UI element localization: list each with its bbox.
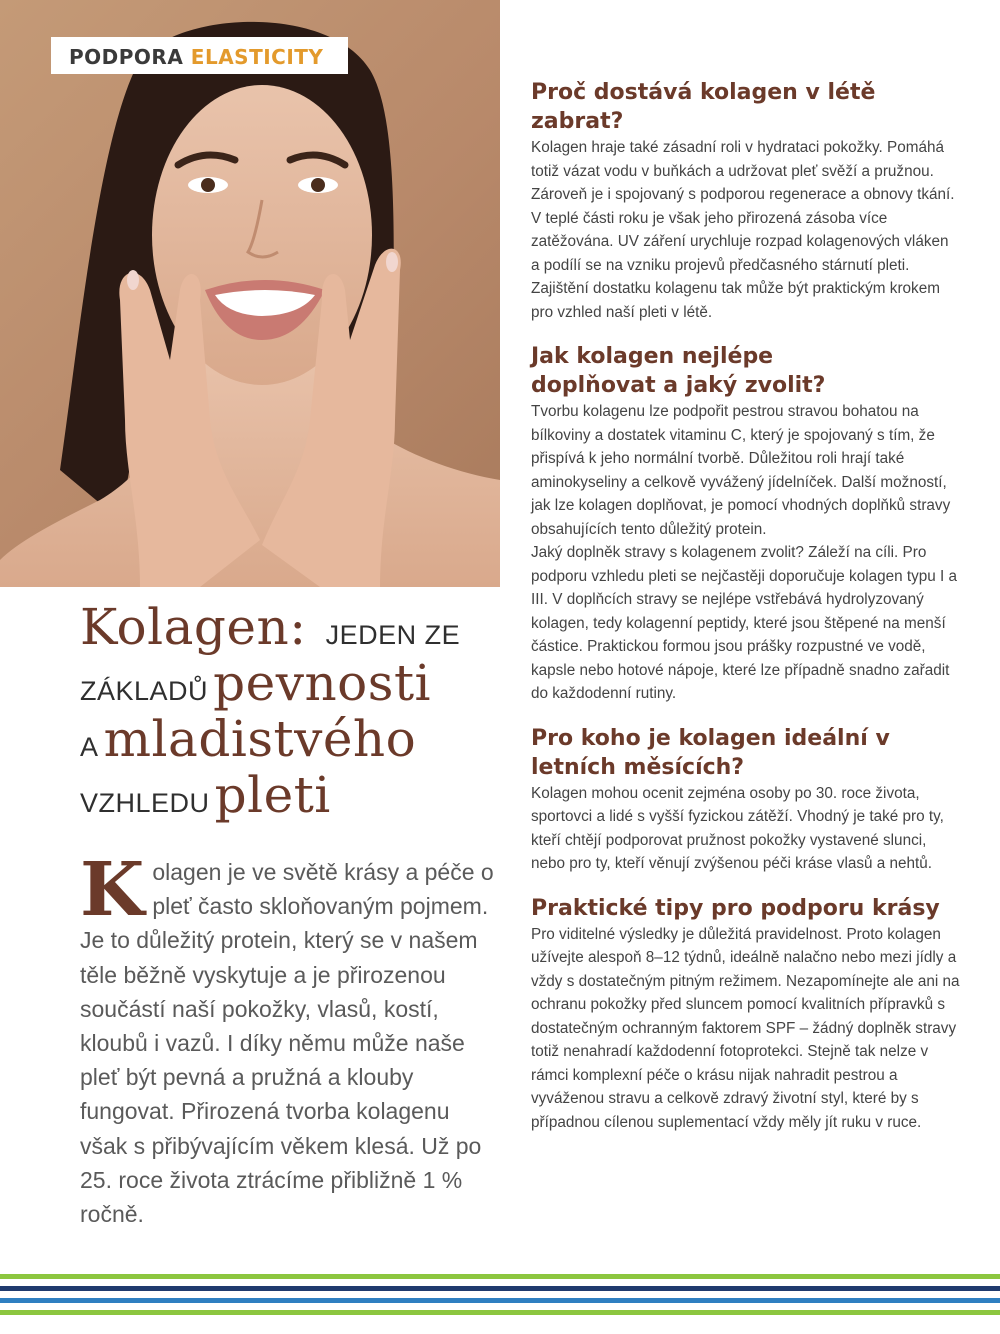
drop-cap: K <box>80 847 145 933</box>
footer-stripes <box>0 1274 1000 1334</box>
headline-word: A <box>80 732 99 762</box>
section-paragraph: Pro viditelné výsledky je důležitá pravidelnost. Proto kolagen užívejte alespoň 8–12 týdnů, ideálně nalačno nebo mezi jídly a vždy s dostatečným pitným režimem. Nezapomínejte ale ani na ochranu pokožky před sluncem pomocí kvalitních přípravků s dostatečným ochranným faktorem SPF – žádný doplněk stravy totiž nenahradí každodenní fotoprotekci. Stejně tak nelze v rámci komplexní péče o krásu nijak nahradit pestrou a vyváženou stravu a celkově zdravý životní styl, které by s případnou cílenou suplementací vždy měly jít ruku v ruce. <box>531 925 960 1131</box>
section-paragraph: Jaký doplněk stravy s kolagenem zvolit? Záleží na cíli. Pro podporu vzhledu pleti se nejčastěji doporučuje kolagen typu I a III. V doplňcích stravy se nejlépe vstřebává hydrolyzovaný kolagen, tedy kolagenní peptidy, které jsou štěpené na menší částice. Praktickou formou jsou prášky rozpustné ve vodě, kapsle nebo hotové nápoje, které lze případně snadno zařadit do každodenní rutiny. <box>531 544 958 702</box>
article-section <box>531 78 961 324</box>
section-title: Pro koho je kolagen ideální v letních měsících? <box>531 725 890 780</box>
article-headline <box>80 598 490 822</box>
article-section <box>531 724 961 876</box>
tag-part-1: PODPORA <box>69 45 184 69</box>
headline-word: pleti <box>214 766 331 824</box>
section-paragraph: Kolagen hraje také zásadní roli v hydrataci pokožky. Pomáhá totiž vázat vodu v buňkách a udržovat pleť svěží a pružnou. Zároveň je i spojovaný s podporou regenerace a obnovy tkání. <box>531 139 955 203</box>
stripe-blue <box>0 1298 1000 1303</box>
headline-word: mladistvého <box>103 710 417 768</box>
intro-text: olagen je ve světě krásy a péče o pleť často skloňovaným pojmem. Je to důležitý protein, který se v našem těle běžně vyskytuje a je přirozenou součástí naší pokožky, vlasů, kostí, kloubů i vazů. I díky němu může naše pleť být pevná a pružná a klouby fungovat. Přirozená tvorba kolagenu však s přibývajícím věkem klesá. Už po 25. roce života ztrácíme přibližně 1 % ročně. <box>80 859 494 1228</box>
headline-word: JEDEN ZE <box>325 620 461 650</box>
hero-photo <box>0 0 500 587</box>
section-title: Praktické tipy pro podporu krásy <box>531 895 940 921</box>
article-section <box>531 894 961 1135</box>
section-paragraph: Kolagen mohou ocenit zejména osoby po 30. roce života, sportovci a lidé s vyšší fyzickou zátěží. Vhodný je také pro ty, kteří chtějí podporovat pružnost pokožky vystavené slunci, nebo pro ty, kteří věnují zvýšenou péči kráse vlasů a nehtů. <box>531 784 944 872</box>
headline-word: pevnosti <box>213 654 432 712</box>
tag-part-2: ELASTICITY <box>190 45 324 69</box>
section-tag <box>51 37 348 74</box>
headline-word: VZHLEDU <box>80 788 210 818</box>
intro-paragraph <box>80 847 498 1231</box>
section-paragraph: V teplé části roku je však jeho přirozená zásoba více zatěžována. UV záření urychluje rozpad kolagenových vláken a podílí se na vzniku projevů předčasného stárnutí pleti. Zajištění dostatku kolagenu tak může být praktickým krokem pro vzhled naší pleti v létě. <box>531 209 949 321</box>
right-column <box>531 78 961 1152</box>
woman-portrait-illustration <box>0 0 500 587</box>
section-title: Jak kolagen nejlépe doplňovat a jaký zvolit? <box>531 344 826 398</box>
headline-word: ZÁKLADŮ <box>80 676 209 706</box>
stripe-navy <box>0 1286 1000 1291</box>
stripe-green <box>0 1274 1000 1279</box>
article-section <box>531 342 961 706</box>
headline-word: Kolagen: <box>80 598 307 656</box>
stripe-green <box>0 1310 1000 1315</box>
section-title: Proč dostává kolagen v létě zabrat? <box>531 80 876 134</box>
section-paragraph: Tvorbu kolagenu lze podpořit pestrou stravou bohatou na bílkoviny a dostatek vitaminu C, který je spojovaný s tím, že přispívá k jeho normální tvorbě. Důležitou roli hrají také aminokyseliny a celkově vyvážený jídelníček. Další možností, jak lze kolagen doplňovat, je pomocí vhodných doplňků stravy obsahujících tento důležitý protein. <box>531 403 951 538</box>
